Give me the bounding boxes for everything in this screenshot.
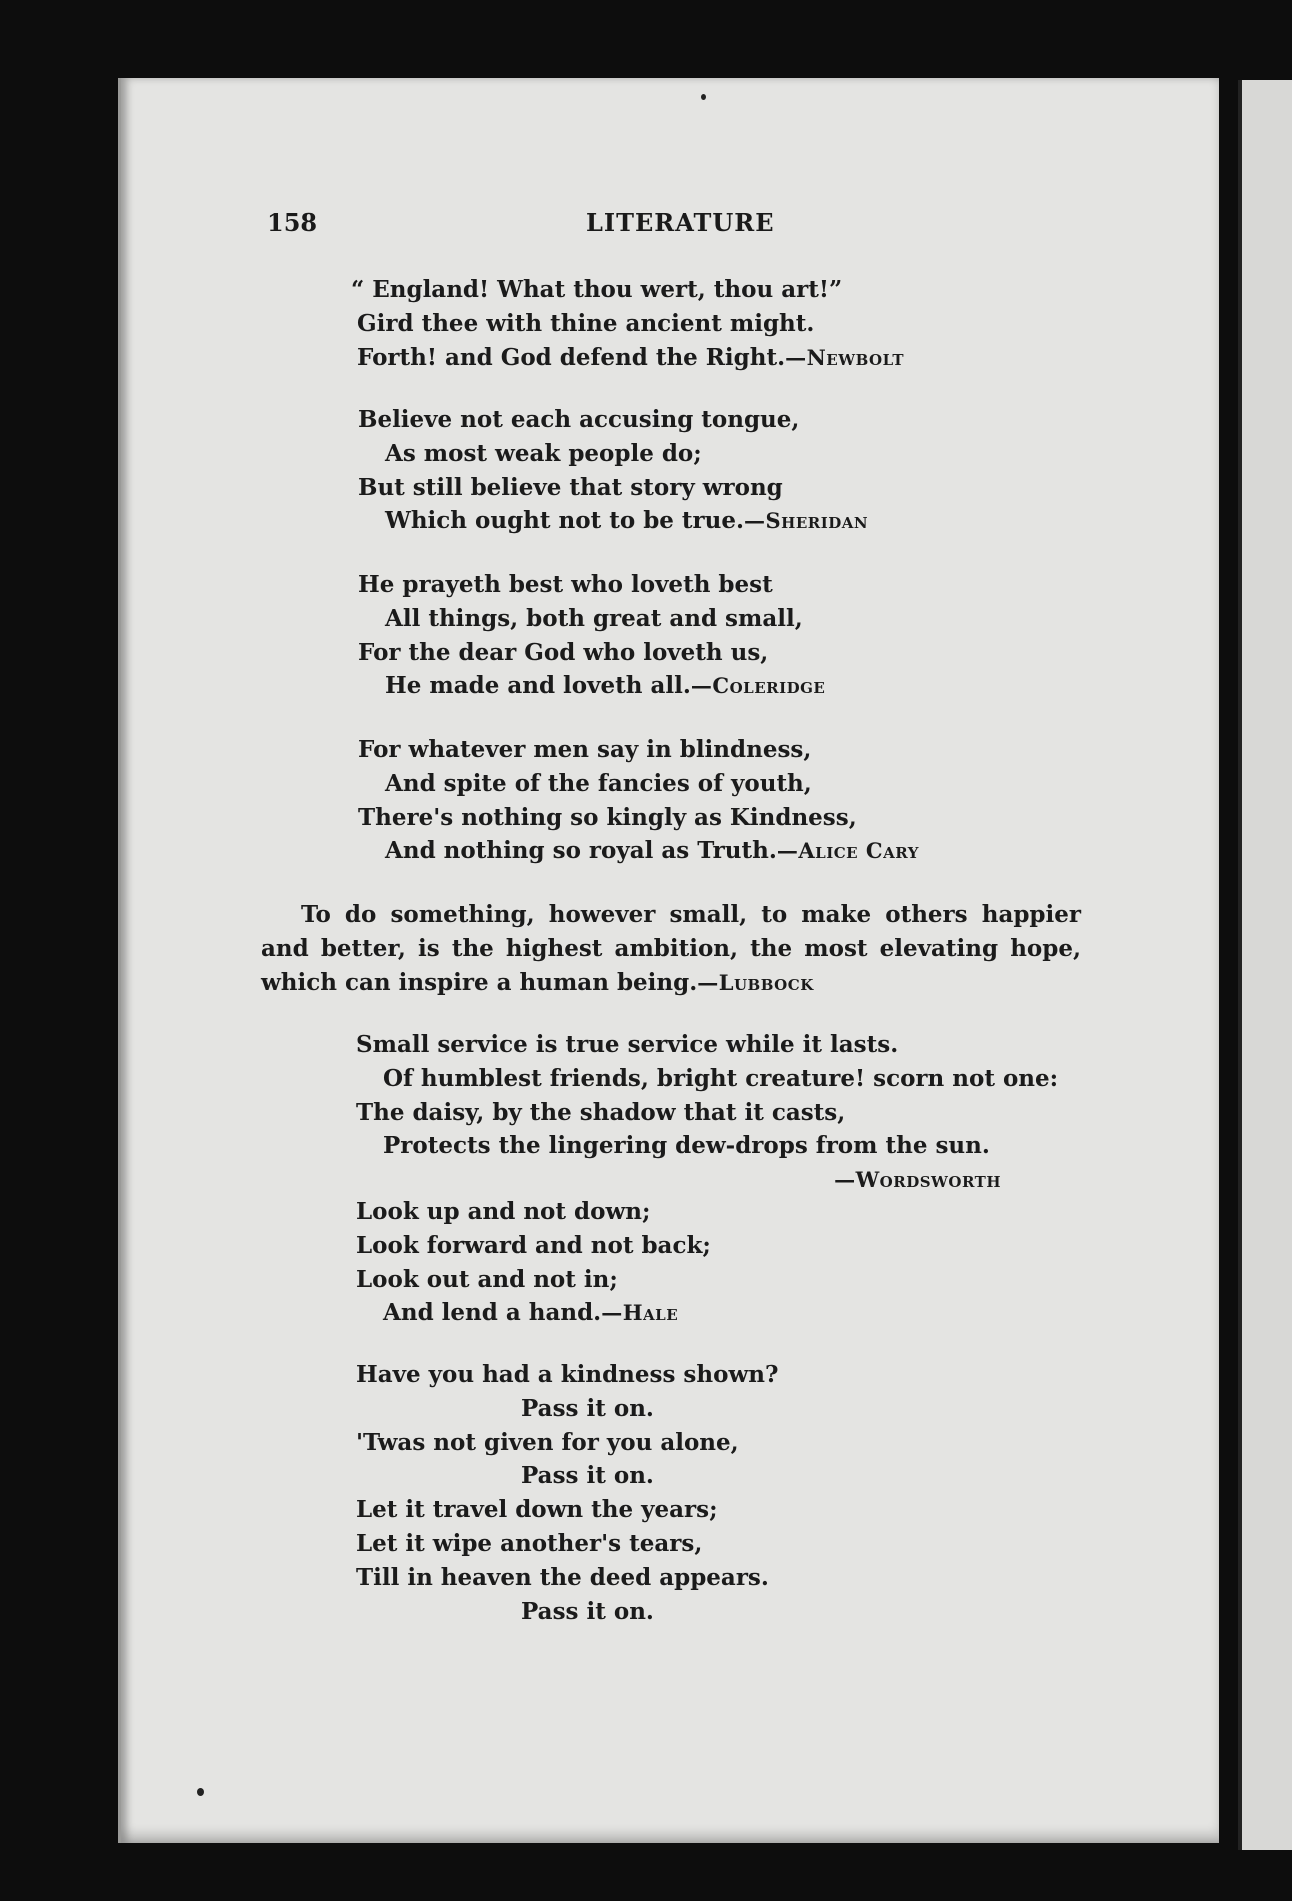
verse-line: [358, 834, 919, 868]
verse-line: As most weak people do;: [385, 439, 702, 467]
author-attribution: —Wordsworth: [834, 1167, 1001, 1193]
verse-text: Which ought not to be true.: [385, 507, 745, 535]
verse-line: But still believe that story wrong: [358, 473, 783, 501]
prose-paragraph: [261, 898, 1081, 999]
author-attribution: —Lubbock: [697, 969, 814, 995]
quote-wordsworth: [356, 1028, 1059, 1197]
page-number: 158: [267, 208, 318, 237]
author-attribution: —Coleridge: [690, 673, 826, 699]
verse-line: All things, both great and small,: [385, 604, 803, 632]
running-head: [121, 208, 1219, 248]
verse-line: Let it wipe another's tears,: [356, 1529, 703, 1557]
verse-line: Let it travel down the years;: [356, 1496, 718, 1524]
ink-speck: [197, 1788, 204, 1796]
author-attribution: —Alice Cary: [776, 838, 919, 864]
verse-line: For whatever men say in blindness,: [358, 736, 812, 763]
verse-line: [358, 669, 825, 703]
book-page: [118, 78, 1219, 1843]
verse-line: Believe not each accusing tongue,: [358, 406, 800, 433]
quote-coleridge: [358, 568, 825, 703]
verse-text: Forth! and God defend the Right.: [357, 343, 786, 371]
verse-line: Have you had a kindness shown?: [356, 1361, 779, 1388]
quote-sheridan: [358, 403, 868, 538]
verse-line: Of humblest friends, bright creature! scorn not one:: [383, 1064, 1059, 1092]
ink-speck: [701, 94, 706, 100]
verse-line: Look forward and not back;: [356, 1231, 711, 1259]
verse-line: The daisy, by the shadow that it casts,: [356, 1098, 846, 1126]
verse-text: And nothing so royal as Truth.: [385, 837, 777, 865]
refrain-line: Pass it on.: [521, 1597, 654, 1625]
author-attribution: —Sheridan: [744, 508, 869, 534]
quote-newbolt: [351, 273, 904, 374]
quote-hale: [356, 1195, 711, 1330]
verse-line: Gird thee with thine ancient might.: [357, 309, 815, 337]
verse-line: Look out and not in;: [356, 1265, 618, 1293]
verse-line: Protects the lingering dew-drops from the sun.: [383, 1132, 990, 1160]
quote-pass-it-on: [356, 1358, 778, 1628]
page-title: LITERATURE: [586, 208, 775, 237]
author-attribution: —Newbolt: [785, 344, 905, 370]
verse-line: “ England! What thou wert, thou art!”: [351, 276, 843, 303]
verse-line: Look up and not down;: [356, 1198, 651, 1225]
quote-lubbock: [261, 898, 1081, 999]
verse-line: [358, 504, 868, 538]
verse-text: And lend a hand.: [383, 1299, 602, 1327]
verse-line: Small service is true service while it lasts.: [356, 1031, 899, 1058]
verse-line: 'Twas not given for you alone,: [356, 1428, 739, 1456]
refrain-line: Pass it on.: [521, 1462, 654, 1490]
quote-alice-cary: [358, 733, 919, 868]
prose-text: To do something, however small, to make others happier and better, is the highest ambition, the most elevating hope, which can inspire a human being.: [261, 901, 1081, 996]
refrain-line: Pass it on.: [521, 1394, 654, 1422]
verse-line: And spite of the fancies of youth,: [385, 769, 812, 797]
author-attribution: —Hale: [601, 1300, 679, 1326]
facing-page-edge: [1238, 80, 1292, 1850]
verse-line: There's nothing so kingly as Kindness,: [358, 803, 857, 831]
verse-line: He prayeth best who loveth best: [358, 571, 773, 598]
verse-line: [356, 1296, 711, 1330]
verse-line: [351, 341, 904, 375]
verse-text: He made and loveth all.: [385, 672, 691, 700]
verse-line: For the dear God who loveth us,: [358, 638, 769, 666]
verse-line: Till in heaven the deed appears.: [356, 1563, 769, 1591]
